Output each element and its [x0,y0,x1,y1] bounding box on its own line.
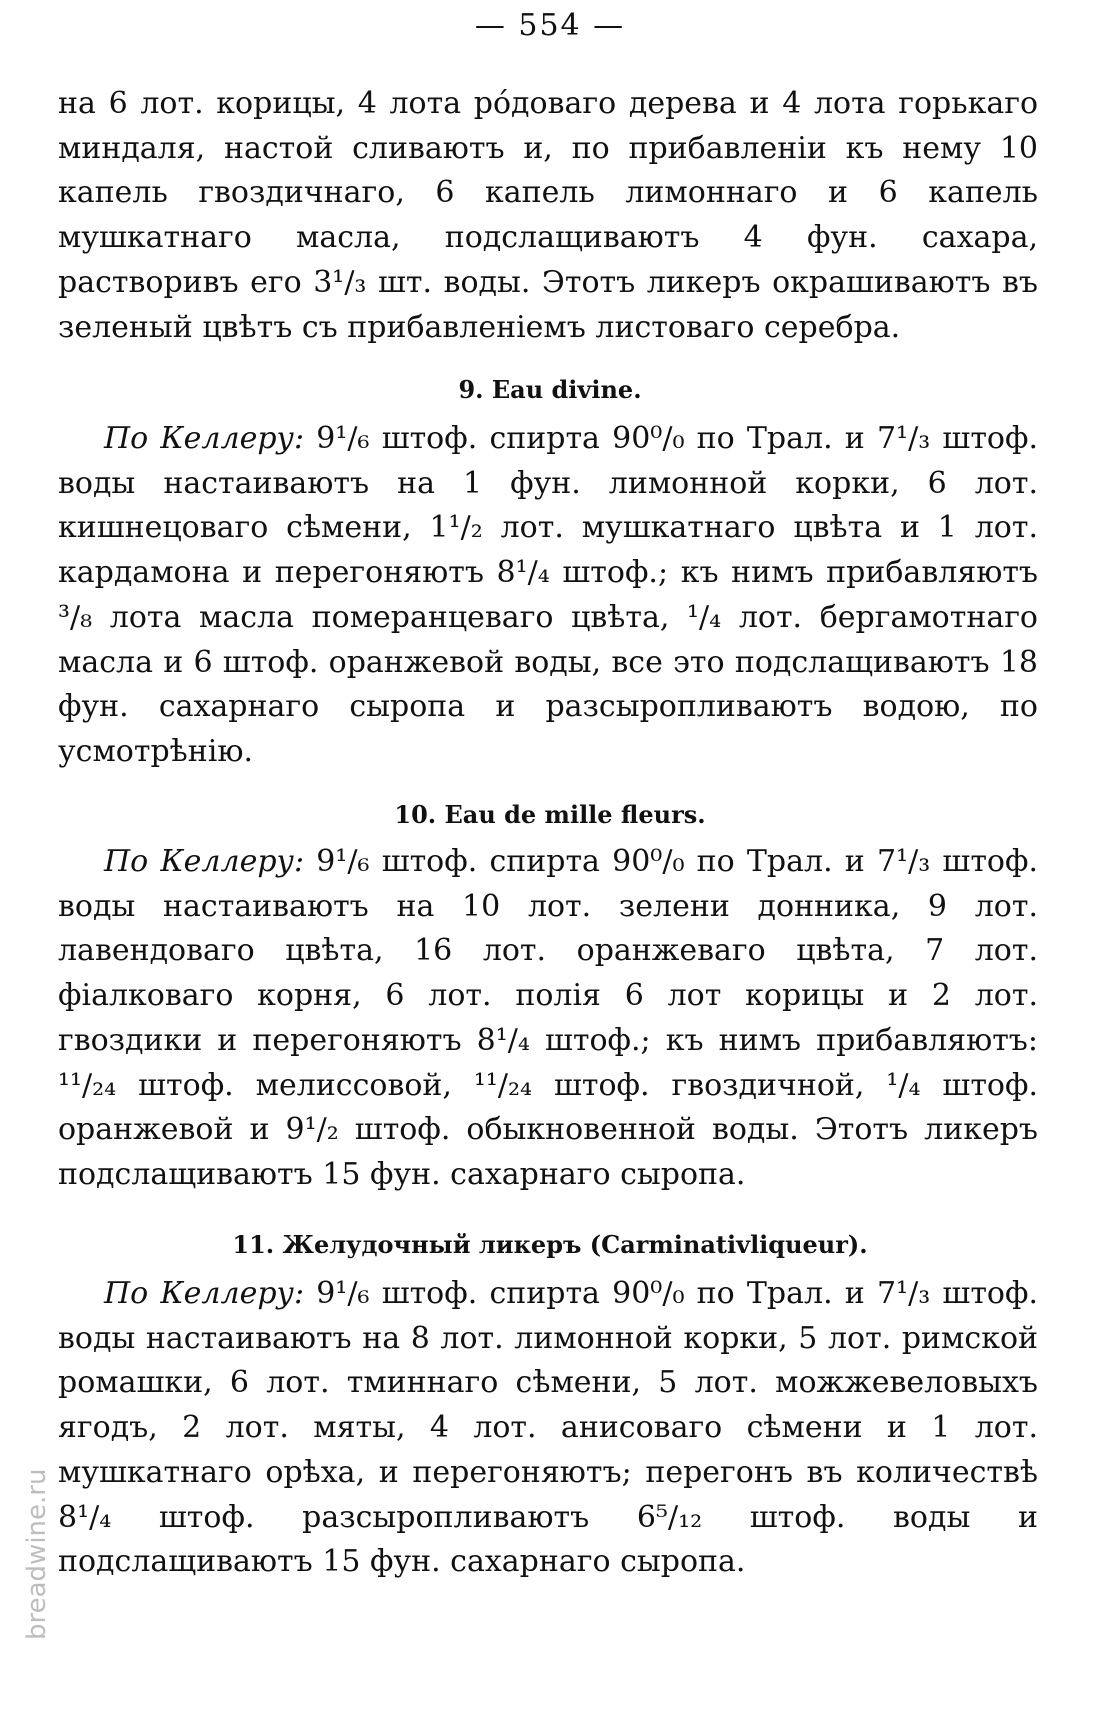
site-watermark: breadwine.ru [22,1468,52,1640]
section-heading-9: 9. Eau divine. [458,375,642,404]
recipe-text: 9¹/₆ штоф. спирта 90⁰/₀ по Трал. и 7¹/₃ штоф. воды настаиваютъ на 8 лот. лимонной корки, 5 лот. римской ромашки, 6 лот. тминнаго сѣмени, 5 лот. можжевеловыхъ ягодъ, 2 лот. мяты, 4 лот. анисоваго сѣмени и 1 лот. мушкатнаго орѣха, и перегоняютъ; перегонъ въ количествѣ 8¹/₄ штоф. разсыропливаютъ 6⁵/₁₂ штоф. воды и подслащиваютъ 15 фун. сахарнаго сыропа. [58,1276,1038,1580]
section-heading-11: 11. Желудочный ликеръ (Carminativliqueur). [232,1230,868,1259]
recipe-text: 9¹/₆ штоф. спирта 90⁰/₀ по Трал. и 7¹/₃ штоф. воды настаиваютъ на 1 фун. лимонной корки, 6 лот. кишнецоваго сѣмени, 1¹/₂ лот. мушкатнаго цвѣта и 1 лот. кардамона и перегоняютъ 8¹/₄ штоф.; къ нимъ прибавляютъ ³/₈ лота масла померанцеваго цвѣта, ¹/₄ лот. бергамотнаго масла и 6 штоф. оранжевой воды, все это подслащиваютъ 18 фун. сахарнаго сыропа и разсыропливаютъ водою, по усмотрѣнію. [58,421,1038,769]
recipe-paragraph-10 [58,840,1038,1198]
author-reference: По Келлеру: [104,1276,305,1311]
author-reference: По Келлеру: [104,421,305,456]
recipe-text: 9¹/₆ штоф. спирта 90⁰/₀ по Трал. и 7¹/₃ штоф. воды настаиваютъ на 10 лот. зелени донника, 9 лот. лавендоваго цвѣта, 16 лот. оранжеваго цвѣта, 7 лот. фіалковаго корня, 6 лот. полія 6 лот корицы и 2 лот. гвоздики и перегоняютъ 8¹/₄ штоф.; къ нимъ прибавляютъ: ¹¹/₂₄ штоф. мелиссовой, ¹¹/₂₄ штоф. гвоздичной, ¹/₄ штоф. оранжевой и 9¹/₂ штоф. обыкновенной воды. Этотъ ликеръ подслащиваютъ 15 фун. сахарнаго сыропа. [58,844,1038,1192]
recipe-paragraph-9 [58,417,1038,775]
recipe-paragraph-11 [58,1272,1038,1585]
page-number: — 554 — [474,8,626,43]
section-heading-10: 10. Eau de mille fleurs. [394,800,706,829]
author-reference: По Келлеру: [104,844,305,879]
continuation-paragraph: на 6 лот. корицы, 4 лота рóдоваго дерева и 4 лота горькаго миндаля, настой сливаютъ и, по прибавленіи къ нему 10 капель гвоздичнаго, 6 капель лимоннаго и 6 капель мушкатнаго масла, подслащиваютъ 4 фун. сахара, растворивъ его 3¹/₃ шт. воды. Этотъ ликеръ окрашиваютъ въ зеленый цвѣтъ съ прибавленіемъ листоваго серебра. [58,86,1038,345]
